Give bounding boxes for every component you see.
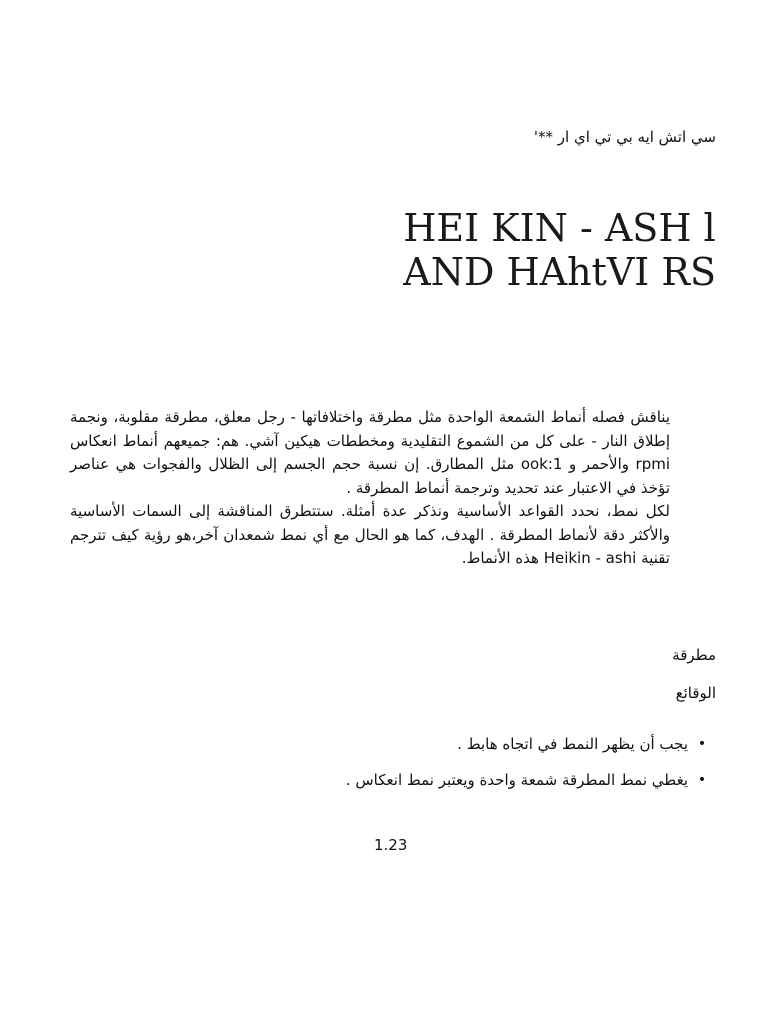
bullet-icon: •	[697, 736, 707, 752]
chapter-title-line-1: HEI KIN - ASH l	[403, 206, 716, 250]
bullet-icon: •	[697, 772, 707, 788]
list-item	[156, 762, 716, 798]
section-heading-hammer: مطرقة	[672, 646, 716, 664]
facts-list	[156, 726, 716, 798]
body-text	[70, 406, 718, 571]
list-item	[156, 726, 716, 762]
chapter-title	[403, 206, 716, 294]
page-number: 1.23	[374, 836, 408, 854]
section-heading-facts: الوقائع	[675, 684, 716, 702]
chapter-title-line-2: AND HAhtVI RS	[403, 250, 716, 294]
chapter-header: سي اتش ايه بي تي اي ار **'	[533, 128, 716, 146]
body-paragraph-1: يناقش فصله أنماط الشمعة الواحدة مثل مطرقة واختلافاتها - رجل معلق، مطرقة مقلوبة، ونجمة إطلاق النار - على كل من الشموع التقليدية ومخططات هيكين آشي. هم: جميعهم أنماط انعكاس rpmi والأحمر و ook:1 مثل المطارق. إن نسبة حجم الجسم إلى الظلال والفجوات هي عناصر تؤخذ في الاعتبار عند تحديد وترجمة أنماط المطرقة .	[70, 408, 670, 497]
list-item-text: يجب أن يظهر النمط في اتجاه هابط .	[457, 735, 688, 753]
body-paragraph-2: لكل نمط، نحدد القواعد الأساسية ونذكر عدة أمثلة. ستتطرق المناقشة إلى السمات الأساسية والأكثر دقة لأنماط المطرقة . الهدف، كما هو الحال مع أي نمط شمعدان آخر،هو رؤية كيف تترجم تقنية Heikin - ashi هذه الأنماط.	[70, 502, 670, 567]
list-item-text: يغطي نمط المطرقة شمعة واحدة ويعتبر نمط انعكاس .	[345, 771, 688, 789]
